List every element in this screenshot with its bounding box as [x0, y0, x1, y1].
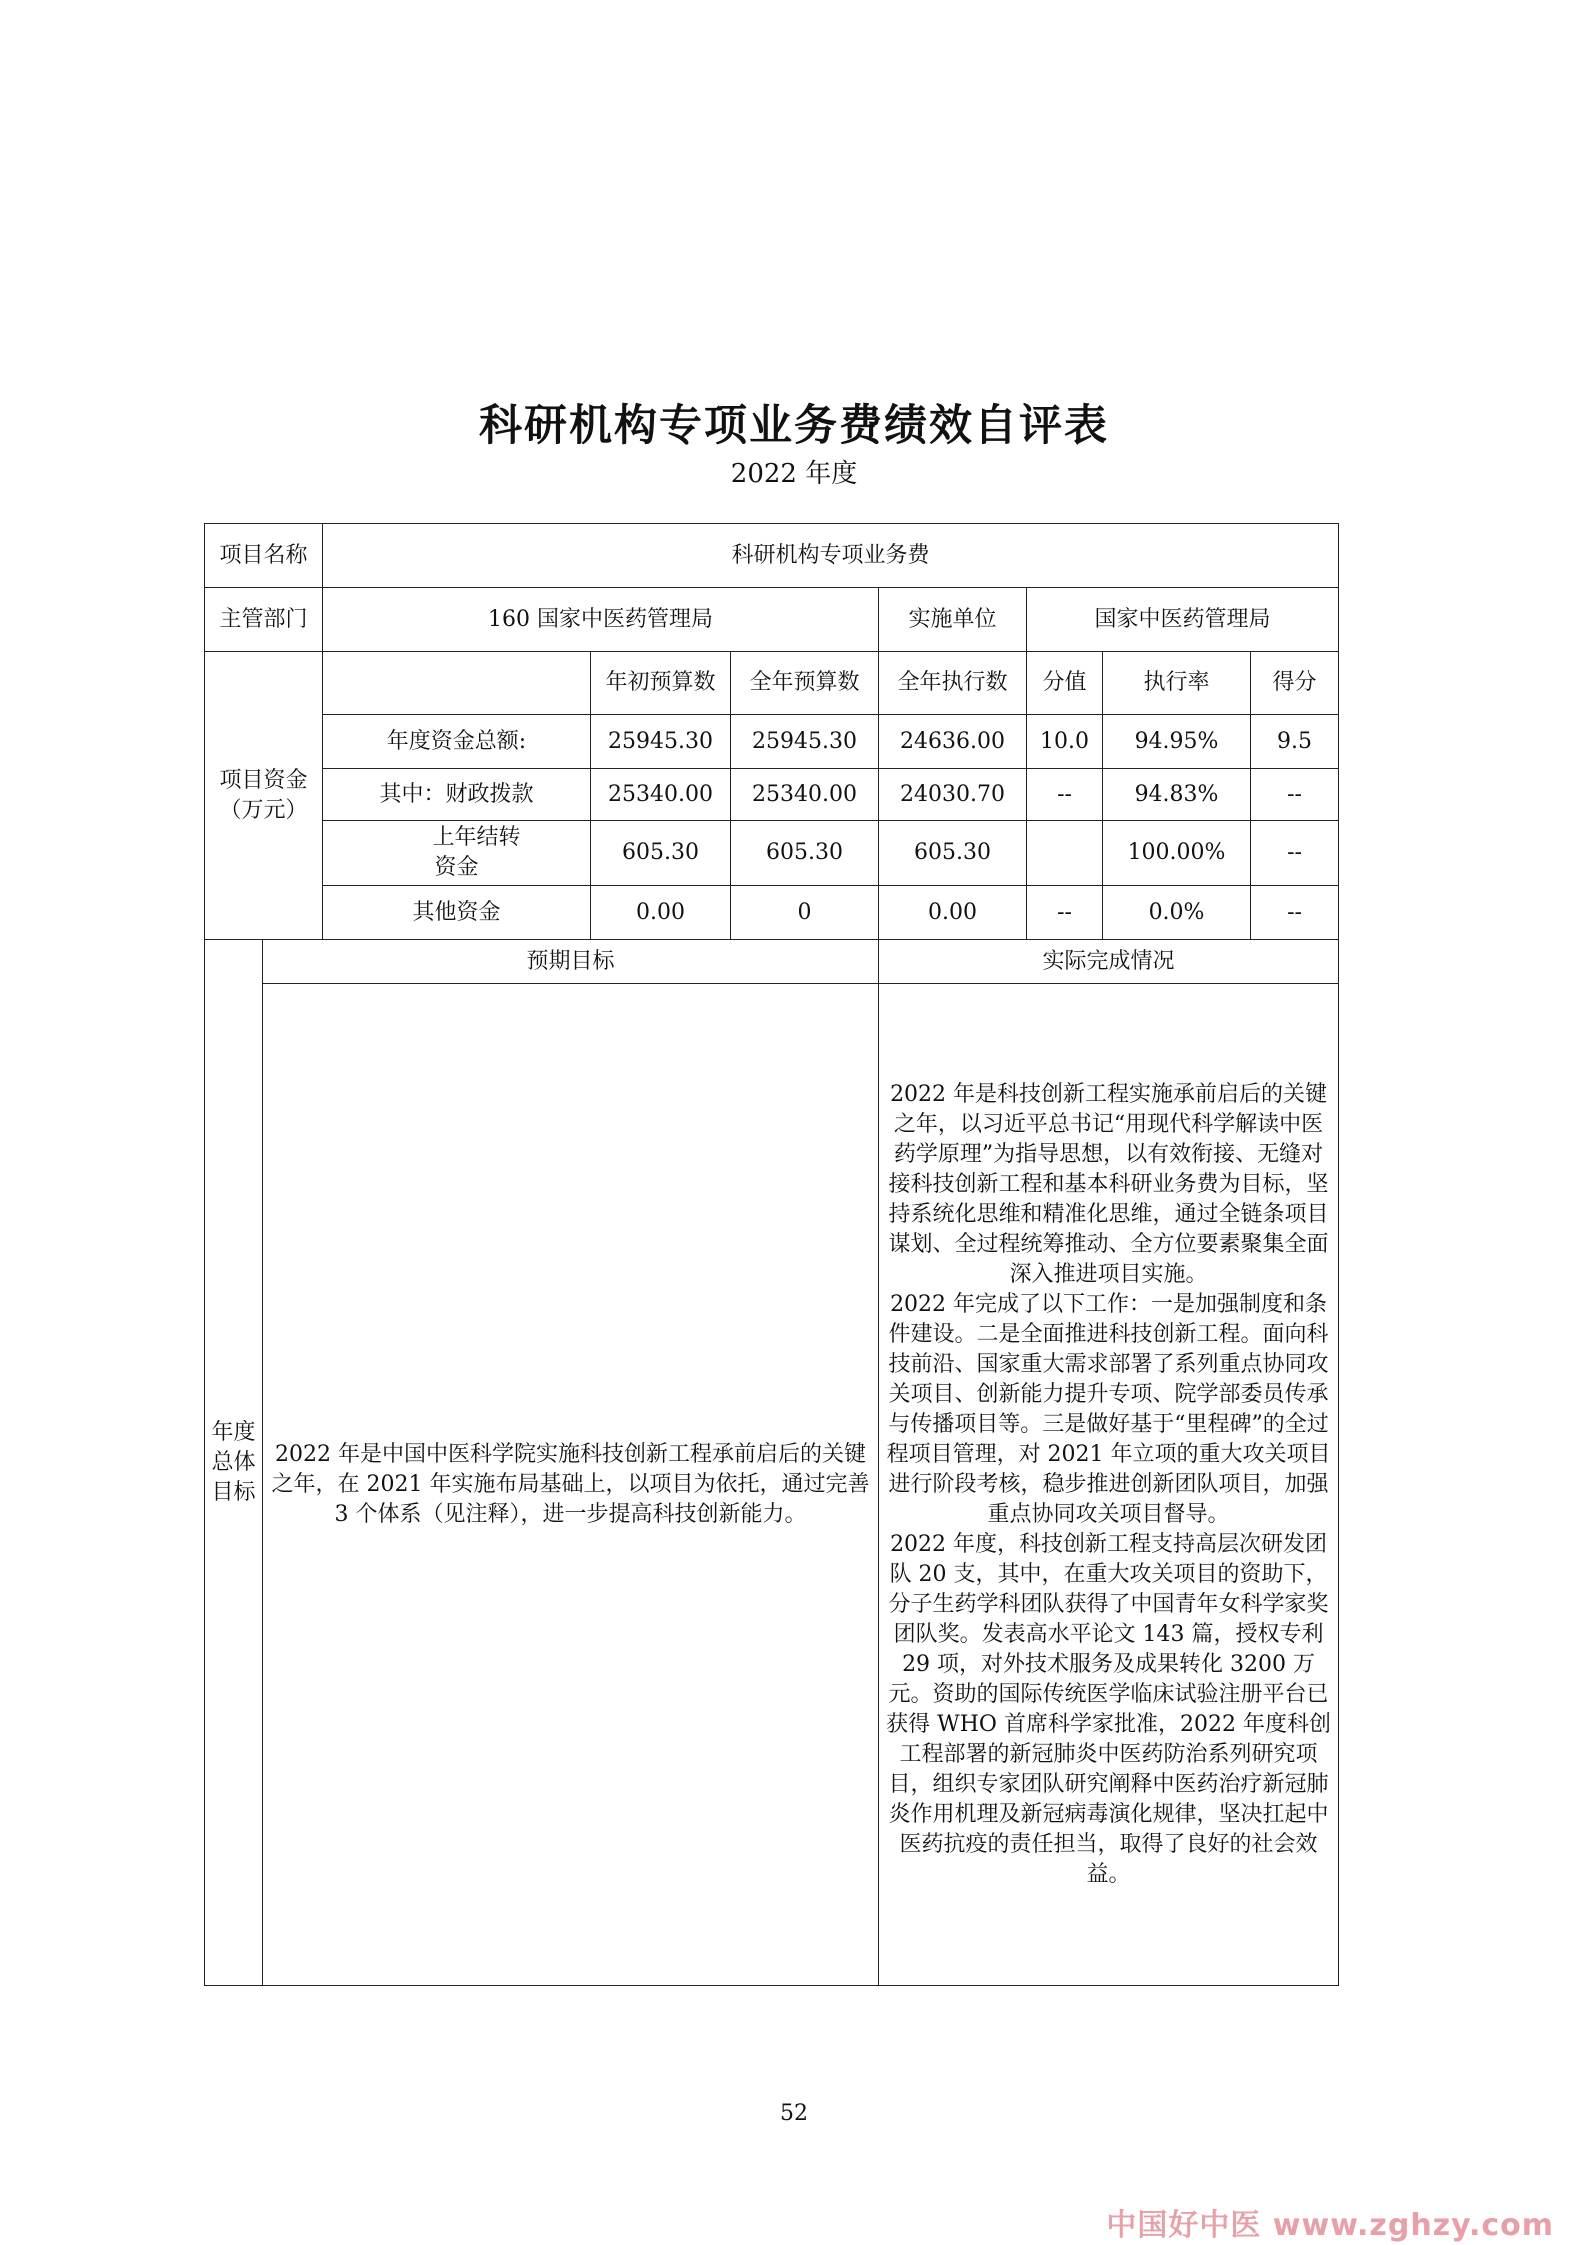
page-number: 52 [780, 2101, 808, 2126]
dept-value: 160 国家中医药管理局 [323, 588, 879, 652]
department-row [205, 588, 1339, 652]
cell-full: 605.30 [731, 821, 879, 886]
cell-rate: 0.0% [1103, 886, 1251, 940]
row-label-line1: 上年结转 [432, 825, 521, 850]
row-label: 其他资金 [323, 886, 591, 940]
row-label-line2: 资金 [434, 855, 479, 880]
impl-value: 国家中医药管理局 [1027, 588, 1339, 652]
document-title: 科研机构专项业务费绩效自评表 [479, 401, 1109, 451]
cell-full: 25945.30 [731, 715, 879, 769]
funds-row-fiscal [205, 769, 1339, 821]
cell-executed: 24030.70 [879, 769, 1027, 821]
goal-body-row [205, 984, 1339, 1986]
cell-initial: 25945.30 [591, 715, 731, 769]
impl-label: 实施单位 [879, 588, 1027, 652]
funds-header-row [205, 652, 1339, 715]
dept-label: 主管部门 [205, 588, 323, 652]
cell-rate: 100.00% [1103, 821, 1251, 886]
cell-initial: 0.00 [591, 886, 731, 940]
cell-weight: -- [1027, 769, 1103, 821]
site-watermark: 中国好中医 www.zghzy.com [1106, 2208, 1554, 2243]
funds-row-carryover [205, 821, 1339, 886]
expected-header: 预期目标 [263, 940, 879, 984]
funds-header-blank [323, 652, 591, 715]
row-label: 其中：财政拨款 [323, 769, 591, 821]
cell-executed: 0.00 [879, 886, 1027, 940]
cell-weight: -- [1027, 886, 1103, 940]
col-executed: 全年执行数 [879, 652, 1027, 715]
project-name-row [205, 524, 1339, 588]
cell-score: 9.5 [1251, 715, 1339, 769]
goal-header-row [205, 940, 1339, 984]
project-name-value: 科研机构专项业务费 [323, 524, 1339, 588]
self-evaluation-table [204, 523, 1339, 1986]
col-exec-rate: 执行率 [1103, 652, 1251, 715]
col-score: 得分 [1251, 652, 1339, 715]
cell-initial: 25340.00 [591, 769, 731, 821]
row-label: 年度资金总额: [323, 715, 591, 769]
actual-paragraph: 2022 年完成了以下工作：一是加强制度和条件建设。二是全面推进科技创新工程。面向科技前沿、国家重大需求部署了系列重点协同攻关项目、创新能力提升专项、院学部委员传承与传播项目等。三是做好基于“里程碑”的全过程项目管理，对 2021 年立项的重大攻关项目进行阶段考核，稳步推进创新团队项目，加强重点协同攻关项目督导。 [886, 1291, 1331, 1527]
actual-paragraph: 2022 年度，科技创新工程支持高层次研发团队 20 支，其中，在重大攻关项目的资助下，分子生药学科团队获得了中国青年女科学家奖团队奖。发表高水平论文 143 篇，授权专利 29 项，对外技术服务及成果转化 3200 万元。资助的国际传统医学临床试验注册平台已获得 WHO 首席科学家批准，2022 年度科创工程部署的新冠肺炎中医药防治系列研究项目，组织专家团队研究阐释中医药治疗新冠肺炎作用机理及新冠病毒演化规律，坚决扛起中医药抗疫的责任担当，取得了良好的社会效益。 [886, 1531, 1331, 1887]
actual-completion-text [879, 984, 1339, 1986]
actual-header: 实际完成情况 [879, 940, 1339, 984]
cell-score: -- [1251, 769, 1339, 821]
cell-full: 25340.00 [731, 769, 879, 821]
cell-score: -- [1251, 886, 1339, 940]
row-label [323, 821, 591, 886]
cell-full: 0 [731, 886, 879, 940]
cell-weight: 10.0 [1027, 715, 1103, 769]
annual-goal-label: 年度总体目标 [205, 940, 263, 1986]
cell-rate: 94.83% [1103, 769, 1251, 821]
cell-score: -- [1251, 821, 1339, 886]
funds-row-other [205, 886, 1339, 940]
col-full-budget: 全年预算数 [731, 652, 879, 715]
funds-label: 项目资金（万元） [205, 652, 323, 940]
col-initial-budget: 年初预算数 [591, 652, 731, 715]
funds-row-total [205, 715, 1339, 769]
col-score-weight: 分值 [1027, 652, 1103, 715]
cell-weight [1027, 821, 1103, 886]
cell-executed: 605.30 [879, 821, 1027, 886]
cell-rate: 94.95% [1103, 715, 1251, 769]
document-subtitle: 2022 年度 [730, 459, 858, 489]
project-name-label: 项目名称 [205, 524, 323, 588]
expected-goal-text: 2022 年是中国中医科学院实施科技创新工程承前启后的关键之年，在 2021 年实施布局基础上，以项目为依托，通过完善 3 个体系（见注释），进一步提高科技创新能力。 [263, 984, 879, 1986]
actual-paragraph: 2022 年是科技创新工程实施承前启后的关键之年，以习近平总书记“用现代科学解读中医药学原理”为指导思想，以有效衔接、无缝对接科技创新工程和基本科研业务费为目标，坚持系统化思维和精准化思维，通过全链条项目谋划、全过程统筹推动、全方位要素聚集全面深入推进项目实施。 [888, 1081, 1329, 1287]
cell-initial: 605.30 [591, 821, 731, 886]
cell-executed: 24636.00 [879, 715, 1027, 769]
